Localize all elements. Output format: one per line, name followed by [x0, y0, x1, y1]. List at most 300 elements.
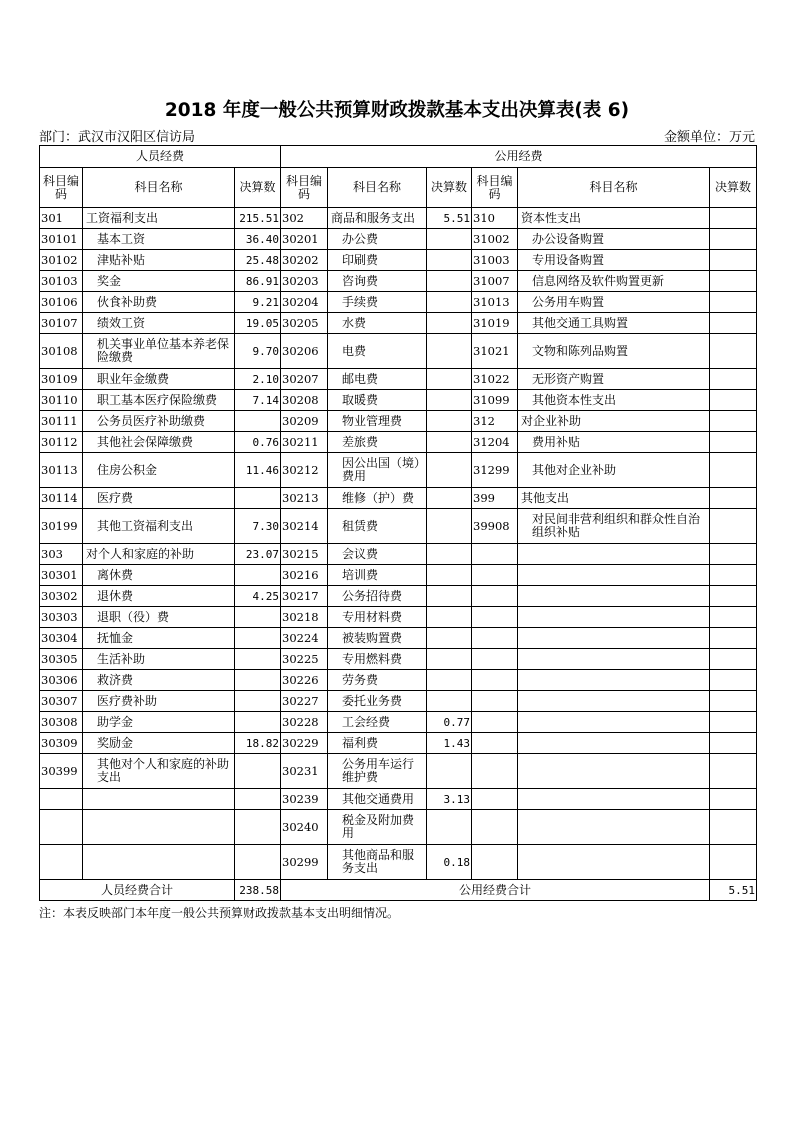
- footnote: 注：本表反映部门本年度一般公共预算财政拨款基本支出明细情况。: [39, 906, 400, 920]
- code-cell: 30215: [281, 544, 328, 565]
- code-cell: 31007: [472, 271, 518, 292]
- amount-cell: [427, 810, 472, 845]
- name-cell: 医疗费: [83, 488, 235, 509]
- amount-cell: [427, 390, 472, 411]
- public-group-header: 公用经费: [281, 146, 757, 168]
- code-cell: 30224: [281, 628, 328, 649]
- amount-cell: [235, 565, 281, 586]
- amount-cell: [427, 586, 472, 607]
- amount-cell: 7.14: [235, 390, 281, 411]
- name-cell: 对个人和家庭的补助: [83, 544, 235, 565]
- department-label: 部门：武汉市汉阳区信访局: [39, 130, 196, 145]
- code-cell: [472, 845, 518, 880]
- name-cell: 退休费: [83, 586, 235, 607]
- name-cell: 租赁费: [328, 509, 427, 544]
- code-cell: [472, 628, 518, 649]
- code-cell: 30107: [40, 313, 83, 334]
- amount-cell: [710, 565, 757, 586]
- amount-cell: [710, 208, 757, 229]
- name-cell: 文物和陈列品购置: [518, 334, 710, 369]
- amount-cell: [427, 411, 472, 432]
- code-cell: [472, 810, 518, 845]
- name-cell: [518, 649, 710, 670]
- amount-cell: [710, 271, 757, 292]
- amount-cell: [427, 754, 472, 789]
- code-cell: 31204: [472, 432, 518, 453]
- name-cell: 伙食补助费: [83, 292, 235, 313]
- amount-cell: [710, 845, 757, 880]
- code-cell: 30226: [281, 670, 328, 691]
- name-cell: 对企业补助: [518, 411, 710, 432]
- amount-cell: [710, 649, 757, 670]
- table-row: [40, 754, 757, 789]
- amount-cell: [235, 649, 281, 670]
- code-cell: 30228: [281, 712, 328, 733]
- amount-cell: [427, 334, 472, 369]
- code-cell: 30102: [40, 250, 83, 271]
- name-cell: 专用燃料费: [328, 649, 427, 670]
- name-cell: 专用材料费: [328, 607, 427, 628]
- code-cell: 30213: [281, 488, 328, 509]
- name-cell: [518, 670, 710, 691]
- amount-cell: [235, 670, 281, 691]
- name-cell: 电费: [328, 334, 427, 369]
- name-cell: 公务员医疗补助缴费: [83, 411, 235, 432]
- table-row: [40, 432, 757, 453]
- code-cell: [472, 544, 518, 565]
- unit-label: 金额单位：万元: [663, 130, 755, 145]
- name-cell: 职工基本医疗保险缴费: [83, 390, 235, 411]
- name-cell: 手续费: [328, 292, 427, 313]
- name-cell: 水费: [328, 313, 427, 334]
- name-cell: 离休费: [83, 565, 235, 586]
- code-cell: 30111: [40, 411, 83, 432]
- code-cell: 30299: [281, 845, 328, 880]
- amount-cell: [427, 509, 472, 544]
- code-cell: 30207: [281, 369, 328, 390]
- name-cell: 其他支出: [518, 488, 710, 509]
- table-row: [40, 789, 757, 810]
- table-row: [40, 292, 757, 313]
- amount-cell: [235, 712, 281, 733]
- table-row: [40, 390, 757, 411]
- name-cell: 奖励金: [83, 733, 235, 754]
- code-cell: 30214: [281, 509, 328, 544]
- table-body: [40, 208, 757, 880]
- table-row: [40, 229, 757, 250]
- amount-cell: [710, 334, 757, 369]
- code-cell: [472, 670, 518, 691]
- amount-cell: 3.13: [427, 789, 472, 810]
- name-cell: 退职（役）费: [83, 607, 235, 628]
- amount-cell: [427, 649, 472, 670]
- amount-cell: 18.82: [235, 733, 281, 754]
- amount-cell: [427, 229, 472, 250]
- name-cell: 信息网络及软件购置更新: [518, 271, 710, 292]
- code-cell: 30307: [40, 691, 83, 712]
- name-cell: 资本性支出: [518, 208, 710, 229]
- name-cell: 咨询费: [328, 271, 427, 292]
- table-row: [40, 810, 757, 845]
- personnel-group-header: 人员经费: [40, 146, 281, 168]
- amount-cell: [710, 432, 757, 453]
- amount-cell: [710, 229, 757, 250]
- table-row: [40, 208, 757, 229]
- amount-cell: [710, 544, 757, 565]
- amount-cell: [710, 313, 757, 334]
- name-cell: 商品和服务支出: [328, 208, 427, 229]
- name-cell: [518, 544, 710, 565]
- code-cell: 30208: [281, 390, 328, 411]
- code-cell: 30202: [281, 250, 328, 271]
- name-cell: [518, 691, 710, 712]
- name-cell: [518, 810, 710, 845]
- code-cell: 30204: [281, 292, 328, 313]
- amount-cell: [710, 691, 757, 712]
- amount-cell: [427, 607, 472, 628]
- code-cell: [472, 586, 518, 607]
- table-row: [40, 733, 757, 754]
- code-cell: 30217: [281, 586, 328, 607]
- code-cell: 30203: [281, 271, 328, 292]
- amount-cell: [710, 390, 757, 411]
- name-cell: 无形资产购置: [518, 369, 710, 390]
- code-cell: 30114: [40, 488, 83, 509]
- code-cell: 30239: [281, 789, 328, 810]
- code-cell: 301: [40, 208, 83, 229]
- amount-cell: 9.70: [235, 334, 281, 369]
- amount-cell: [235, 628, 281, 649]
- amount-cell: 19.05: [235, 313, 281, 334]
- amount-cell: [235, 691, 281, 712]
- amount-cell: 7.30: [235, 509, 281, 544]
- amount-cell: [710, 810, 757, 845]
- personnel-total-value: 238.58: [235, 880, 281, 901]
- code-cell: 30304: [40, 628, 83, 649]
- amount-header: 决算数: [235, 168, 281, 208]
- amount-cell: 0.18: [427, 845, 472, 880]
- amount-cell: [235, 488, 281, 509]
- amount-cell: 86.91: [235, 271, 281, 292]
- code-cell: 30201: [281, 229, 328, 250]
- table-row: [40, 565, 757, 586]
- public-total-value: 5.51: [710, 880, 757, 901]
- name-cell: 费用补贴: [518, 432, 710, 453]
- name-header: 科目名称: [83, 168, 235, 208]
- name-cell: 其他交通工具购置: [518, 313, 710, 334]
- code-cell: 30110: [40, 390, 83, 411]
- amount-cell: [427, 313, 472, 334]
- name-cell: 助学金: [83, 712, 235, 733]
- amount-cell: [235, 607, 281, 628]
- name-cell: [518, 845, 710, 880]
- name-cell: 奖金: [83, 271, 235, 292]
- table-row: [40, 411, 757, 432]
- table-row: [40, 628, 757, 649]
- amount-cell: [710, 250, 757, 271]
- name-cell: 其他对个人和家庭的补助支出: [83, 754, 235, 789]
- amount-cell: [710, 411, 757, 432]
- name-cell: 津贴补贴: [83, 250, 235, 271]
- code-cell: 30227: [281, 691, 328, 712]
- code-cell: 30309: [40, 733, 83, 754]
- name-cell: [518, 607, 710, 628]
- amount-cell: [235, 845, 281, 880]
- name-cell: 其他社会保障缴费: [83, 432, 235, 453]
- amount-cell: [710, 369, 757, 390]
- amount-cell: [427, 432, 472, 453]
- code-cell: 30103: [40, 271, 83, 292]
- code-cell: 30218: [281, 607, 328, 628]
- amount-cell: 2.10: [235, 369, 281, 390]
- name-cell: [518, 754, 710, 789]
- code-cell: 30101: [40, 229, 83, 250]
- table-row: [40, 712, 757, 733]
- code-cell: 39908: [472, 509, 518, 544]
- public-total-label: 公用经费合计: [281, 880, 710, 901]
- name-header: 科目名称: [518, 168, 710, 208]
- name-cell: 福利费: [328, 733, 427, 754]
- code-cell: 30199: [40, 509, 83, 544]
- amount-cell: 215.51: [235, 208, 281, 229]
- code-cell: [472, 733, 518, 754]
- amount-cell: [710, 586, 757, 607]
- amount-cell: [427, 453, 472, 488]
- amount-cell: [427, 271, 472, 292]
- name-cell: 因公出国（境）费用: [328, 453, 427, 488]
- name-cell: 其他商品和服务支出: [328, 845, 427, 880]
- amount-cell: 23.07: [235, 544, 281, 565]
- name-cell: 维修（护）费: [328, 488, 427, 509]
- name-cell: 办公设备购置: [518, 229, 710, 250]
- amount-cell: 0.76: [235, 432, 281, 453]
- code-cell: 31021: [472, 334, 518, 369]
- name-cell: [518, 789, 710, 810]
- name-cell: [518, 733, 710, 754]
- amount-cell: [710, 488, 757, 509]
- code-cell: 30113: [40, 453, 83, 488]
- amount-cell: [710, 607, 757, 628]
- name-cell: [518, 628, 710, 649]
- name-cell: 印刷费: [328, 250, 427, 271]
- amount-cell: [710, 628, 757, 649]
- code-cell: 30211: [281, 432, 328, 453]
- code-cell: 30308: [40, 712, 83, 733]
- name-cell: 会议费: [328, 544, 427, 565]
- name-cell: 基本工资: [83, 229, 235, 250]
- code-cell: 30112: [40, 432, 83, 453]
- name-cell: 机关事业单位基本养老保险缴费: [83, 334, 235, 369]
- code-cell: 30306: [40, 670, 83, 691]
- name-cell: 专用设备购置: [518, 250, 710, 271]
- code-header: 科目编码: [40, 168, 83, 208]
- name-cell: 邮电费: [328, 369, 427, 390]
- amount-cell: 4.25: [235, 586, 281, 607]
- name-cell: 住房公积金: [83, 453, 235, 488]
- code-cell: 399: [472, 488, 518, 509]
- amount-cell: [710, 453, 757, 488]
- table-row: [40, 607, 757, 628]
- table-row: [40, 691, 757, 712]
- code-cell: 30205: [281, 313, 328, 334]
- code-cell: 310: [472, 208, 518, 229]
- name-cell: 取暖费: [328, 390, 427, 411]
- code-cell: [40, 810, 83, 845]
- amount-cell: [427, 369, 472, 390]
- name-cell: 培训费: [328, 565, 427, 586]
- name-cell: [518, 565, 710, 586]
- code-cell: 31019: [472, 313, 518, 334]
- name-cell: 差旅费: [328, 432, 427, 453]
- code-cell: 31013: [472, 292, 518, 313]
- amount-cell: [427, 565, 472, 586]
- amount-cell: 5.51: [427, 208, 472, 229]
- amount-cell: [710, 754, 757, 789]
- code-cell: [40, 845, 83, 880]
- name-cell: 绩效工资: [83, 313, 235, 334]
- amount-cell: [235, 754, 281, 789]
- code-cell: 303: [40, 544, 83, 565]
- amount-cell: [710, 292, 757, 313]
- table-row: [40, 271, 757, 292]
- code-cell: [472, 649, 518, 670]
- name-cell: 其他对企业补助: [518, 453, 710, 488]
- amount-header: 决算数: [710, 168, 757, 208]
- amount-header: 决算数: [427, 168, 472, 208]
- code-cell: 31002: [472, 229, 518, 250]
- amount-cell: 9.21: [235, 292, 281, 313]
- name-cell: 工会经费: [328, 712, 427, 733]
- table-row: [40, 586, 757, 607]
- amount-cell: [710, 670, 757, 691]
- code-cell: [472, 789, 518, 810]
- amount-cell: 1.43: [427, 733, 472, 754]
- name-cell: 物业管理费: [328, 411, 427, 432]
- code-cell: [40, 789, 83, 810]
- name-cell: [83, 845, 235, 880]
- code-cell: 30399: [40, 754, 83, 789]
- name-cell: 工资福利支出: [83, 208, 235, 229]
- table-row: [40, 845, 757, 880]
- code-header: 科目编码: [281, 168, 328, 208]
- amount-cell: [710, 509, 757, 544]
- name-cell: 生活补助: [83, 649, 235, 670]
- code-cell: 312: [472, 411, 518, 432]
- name-cell: [83, 789, 235, 810]
- table-row: [40, 509, 757, 544]
- table-row: [40, 670, 757, 691]
- name-cell: 委托业务费: [328, 691, 427, 712]
- amount-cell: [427, 628, 472, 649]
- name-cell: [518, 586, 710, 607]
- table-row: [40, 313, 757, 334]
- name-cell: 职业年金缴费: [83, 369, 235, 390]
- name-cell: 其他工资福利支出: [83, 509, 235, 544]
- amount-cell: [235, 789, 281, 810]
- name-cell: 税金及附加费用: [328, 810, 427, 845]
- amount-cell: [427, 544, 472, 565]
- amount-cell: [427, 250, 472, 271]
- name-cell: 其他交通费用: [328, 789, 427, 810]
- name-cell: 救济费: [83, 670, 235, 691]
- code-cell: 31299: [472, 453, 518, 488]
- code-cell: [472, 691, 518, 712]
- code-cell: 30108: [40, 334, 83, 369]
- code-cell: 30212: [281, 453, 328, 488]
- amount-cell: [427, 292, 472, 313]
- amount-cell: [710, 733, 757, 754]
- name-cell: 其他资本性支出: [518, 390, 710, 411]
- code-cell: 30225: [281, 649, 328, 670]
- table-row: [40, 250, 757, 271]
- name-cell: 对民间非营利组织和群众性自治组织补贴: [518, 509, 710, 544]
- name-cell: [83, 810, 235, 845]
- amount-cell: [235, 810, 281, 845]
- code-cell: [472, 712, 518, 733]
- code-cell: 30216: [281, 565, 328, 586]
- code-header: 科目编码: [472, 168, 518, 208]
- amount-cell: 36.40: [235, 229, 281, 250]
- code-cell: 30106: [40, 292, 83, 313]
- table-row: [40, 453, 757, 488]
- amount-cell: 0.77: [427, 712, 472, 733]
- name-cell: 医疗费补助: [83, 691, 235, 712]
- name-cell: 公务招待费: [328, 586, 427, 607]
- code-cell: 30303: [40, 607, 83, 628]
- code-cell: [472, 565, 518, 586]
- code-cell: 30305: [40, 649, 83, 670]
- amount-cell: [427, 691, 472, 712]
- table-row: [40, 544, 757, 565]
- code-cell: 30109: [40, 369, 83, 390]
- table-row: [40, 334, 757, 369]
- table-row: [40, 488, 757, 509]
- table-row: [40, 369, 757, 390]
- name-cell: 抚恤金: [83, 628, 235, 649]
- amount-cell: [427, 670, 472, 691]
- code-cell: 30206: [281, 334, 328, 369]
- name-cell: 办公费: [328, 229, 427, 250]
- code-cell: 30209: [281, 411, 328, 432]
- code-cell: 31003: [472, 250, 518, 271]
- code-cell: 30301: [40, 565, 83, 586]
- code-cell: 30229: [281, 733, 328, 754]
- code-cell: 30302: [40, 586, 83, 607]
- code-cell: 30231: [281, 754, 328, 789]
- name-cell: 公务用车运行维护费: [328, 754, 427, 789]
- code-cell: 30240: [281, 810, 328, 845]
- amount-cell: 25.48: [235, 250, 281, 271]
- personnel-total-label: 人员经费合计: [40, 880, 235, 901]
- name-cell: 被装购置费: [328, 628, 427, 649]
- code-cell: [472, 607, 518, 628]
- code-cell: 31099: [472, 390, 518, 411]
- amount-cell: 11.46: [235, 453, 281, 488]
- table-row: [40, 649, 757, 670]
- name-cell: [518, 712, 710, 733]
- page-title: 2018 年度一般公共预算财政拨款基本支出决算表(表 6): [164, 100, 630, 121]
- code-cell: [472, 754, 518, 789]
- name-cell: 劳务费: [328, 670, 427, 691]
- amount-cell: [427, 488, 472, 509]
- code-cell: 31022: [472, 369, 518, 390]
- code-cell: 302: [281, 208, 328, 229]
- expenditure-table: [39, 145, 757, 901]
- amount-cell: [710, 789, 757, 810]
- name-cell: 公务用车购置: [518, 292, 710, 313]
- amount-cell: [235, 411, 281, 432]
- amount-cell: [710, 712, 757, 733]
